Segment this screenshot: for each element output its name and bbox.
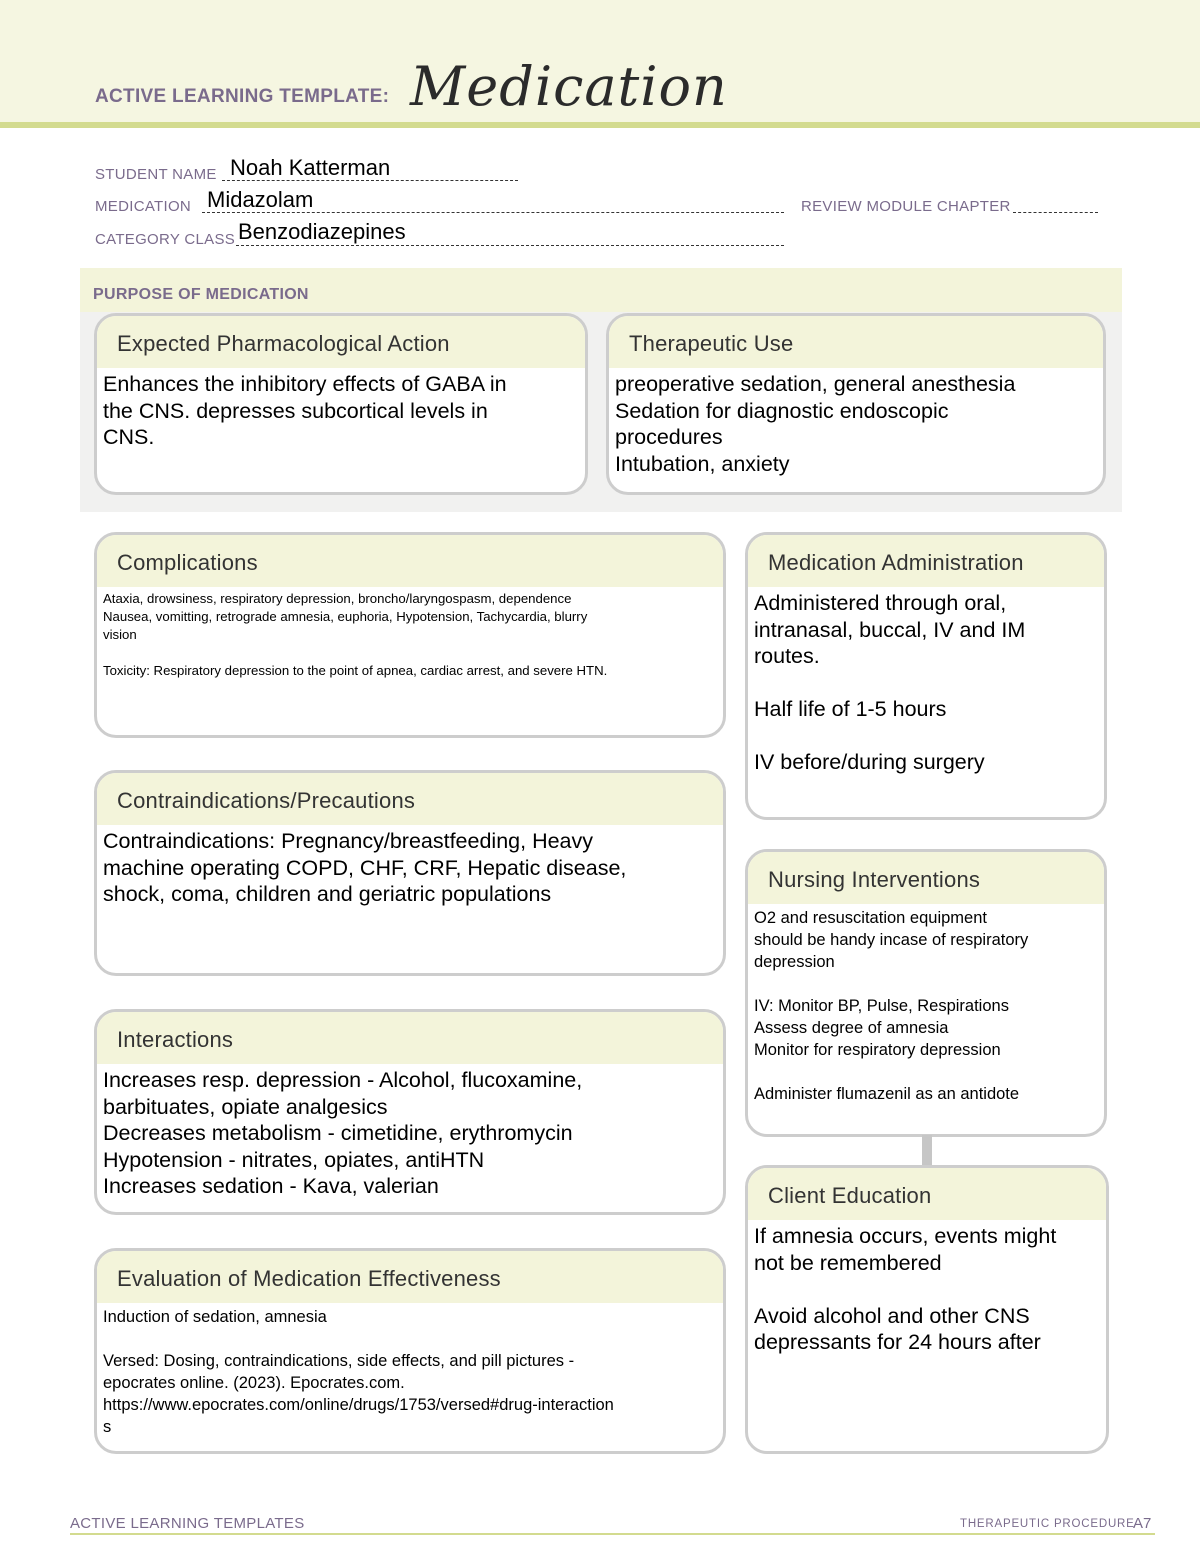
category-class-line xyxy=(236,245,784,246)
review-module-line xyxy=(1013,212,1098,213)
client-education-title: Client Education xyxy=(748,1168,1106,1220)
nursing-interventions-box xyxy=(745,849,1107,1137)
footer-right-label: THERAPEUTIC PROCEDURE xyxy=(960,1518,1135,1530)
student-name-field[interactable]: Noah Katterman xyxy=(230,155,391,180)
footer-page-number: A7 xyxy=(1133,1515,1152,1532)
category-class-field[interactable]: Benzodiazepines xyxy=(238,219,406,244)
expected-action-box xyxy=(94,313,588,495)
medication-administration-box xyxy=(745,532,1107,820)
medication-label: MEDICATION xyxy=(95,198,192,215)
expected-action-title: Expected Pharmacological Action xyxy=(97,316,585,368)
evaluation-text[interactable]: Induction of sedation, amnesia Versed: Dosing, contraindications, side effects, and pill pictures - epocrates online. (2023). Epocrates.com. https://www.epocrates.com/online/drugs/1753/versed#drug-interaction s xyxy=(103,1308,614,1436)
expected-action-text[interactable]: Enhances the inhibitory effects of GABA in the CNS. depresses subcortical levels in CNS. xyxy=(103,372,507,449)
purpose-label: PURPOSE OF MEDICATION xyxy=(93,286,309,303)
footer-divider xyxy=(70,1533,1155,1535)
footer-left-label: ACTIVE LEARNING TEMPLATES xyxy=(70,1515,305,1532)
box-connector xyxy=(922,1135,932,1167)
client-education-text[interactable]: If amnesia occurs, events might not be remembered Avoid alcohol and other CNS depressants for 24 hours after xyxy=(754,1224,1057,1354)
contraindications-text[interactable]: Contraindications: Pregnancy/breastfeeding, Heavy machine operating COPD, CHF, CRF, Hepatic disease, shock, coma, children and geriatric populations xyxy=(103,829,627,906)
contraindications-title: Contraindications/Precautions xyxy=(97,773,723,825)
student-name-label: STUDENT NAME xyxy=(95,166,217,183)
complications-title: Complications xyxy=(97,535,723,587)
evaluation-box xyxy=(94,1248,726,1454)
therapeutic-use-box xyxy=(606,313,1106,495)
interactions-title: Interactions xyxy=(97,1012,723,1064)
nursing-interventions-title: Nursing Interventions xyxy=(748,852,1104,904)
complications-box xyxy=(94,532,726,738)
therapeutic-use-text[interactable]: preoperative sedation, general anesthesia Sedation for diagnostic endoscopic procedures Intubation, anxiety xyxy=(615,372,1016,476)
evaluation-title: Evaluation of Medication Effectiveness xyxy=(97,1251,723,1303)
category-class-label: CATEGORY CLASS xyxy=(95,231,236,248)
client-education-box xyxy=(745,1165,1109,1454)
therapeutic-use-title: Therapeutic Use xyxy=(609,316,1103,368)
nursing-interventions-text[interactable]: O2 and resuscitation equipment should be handy incase of respiratory depression IV: Monitor BP, Pulse, Respirations Assess degree of amnesia Monitor for respiratory depression Administer flumazenil as an antidote xyxy=(754,909,1029,1103)
contraindications-box xyxy=(94,770,726,976)
interactions-box xyxy=(94,1009,726,1215)
medication-administration-text[interactable]: Administered through oral, intranasal, buccal, IV and IM routes. Half life of 1-5 hours IV before/during surgery xyxy=(754,591,1026,774)
page-title: Medication xyxy=(410,55,728,118)
medication-field[interactable]: Midazolam xyxy=(207,187,314,212)
medication-administration-title: Medication Administration xyxy=(748,535,1104,587)
interactions-text[interactable]: Increases resp. depression - Alcohol, flucoxamine, barbituates, opiate analgesics Decreases metabolism - cimetidine, erythromycin Hypotension - nitrates, opiates, antiHTN Increases sedation - Kava, valerian xyxy=(103,1068,583,1198)
template-label: ACTIVE LEARNING TEMPLATE: xyxy=(95,86,390,107)
complications-text[interactable]: Ataxia, drowsiness, respiratory depression, broncho/laryngospasm, dependence Nausea, vomitting, retrograde amnesia, euphoria, Hypotension, Tachycardia, blurry vision Toxicity: Respiratory depression to the point of apnea, cardiac arrest, and severe HTN. xyxy=(103,591,608,678)
review-module-label: REVIEW MODULE CHAPTER xyxy=(801,198,1011,215)
